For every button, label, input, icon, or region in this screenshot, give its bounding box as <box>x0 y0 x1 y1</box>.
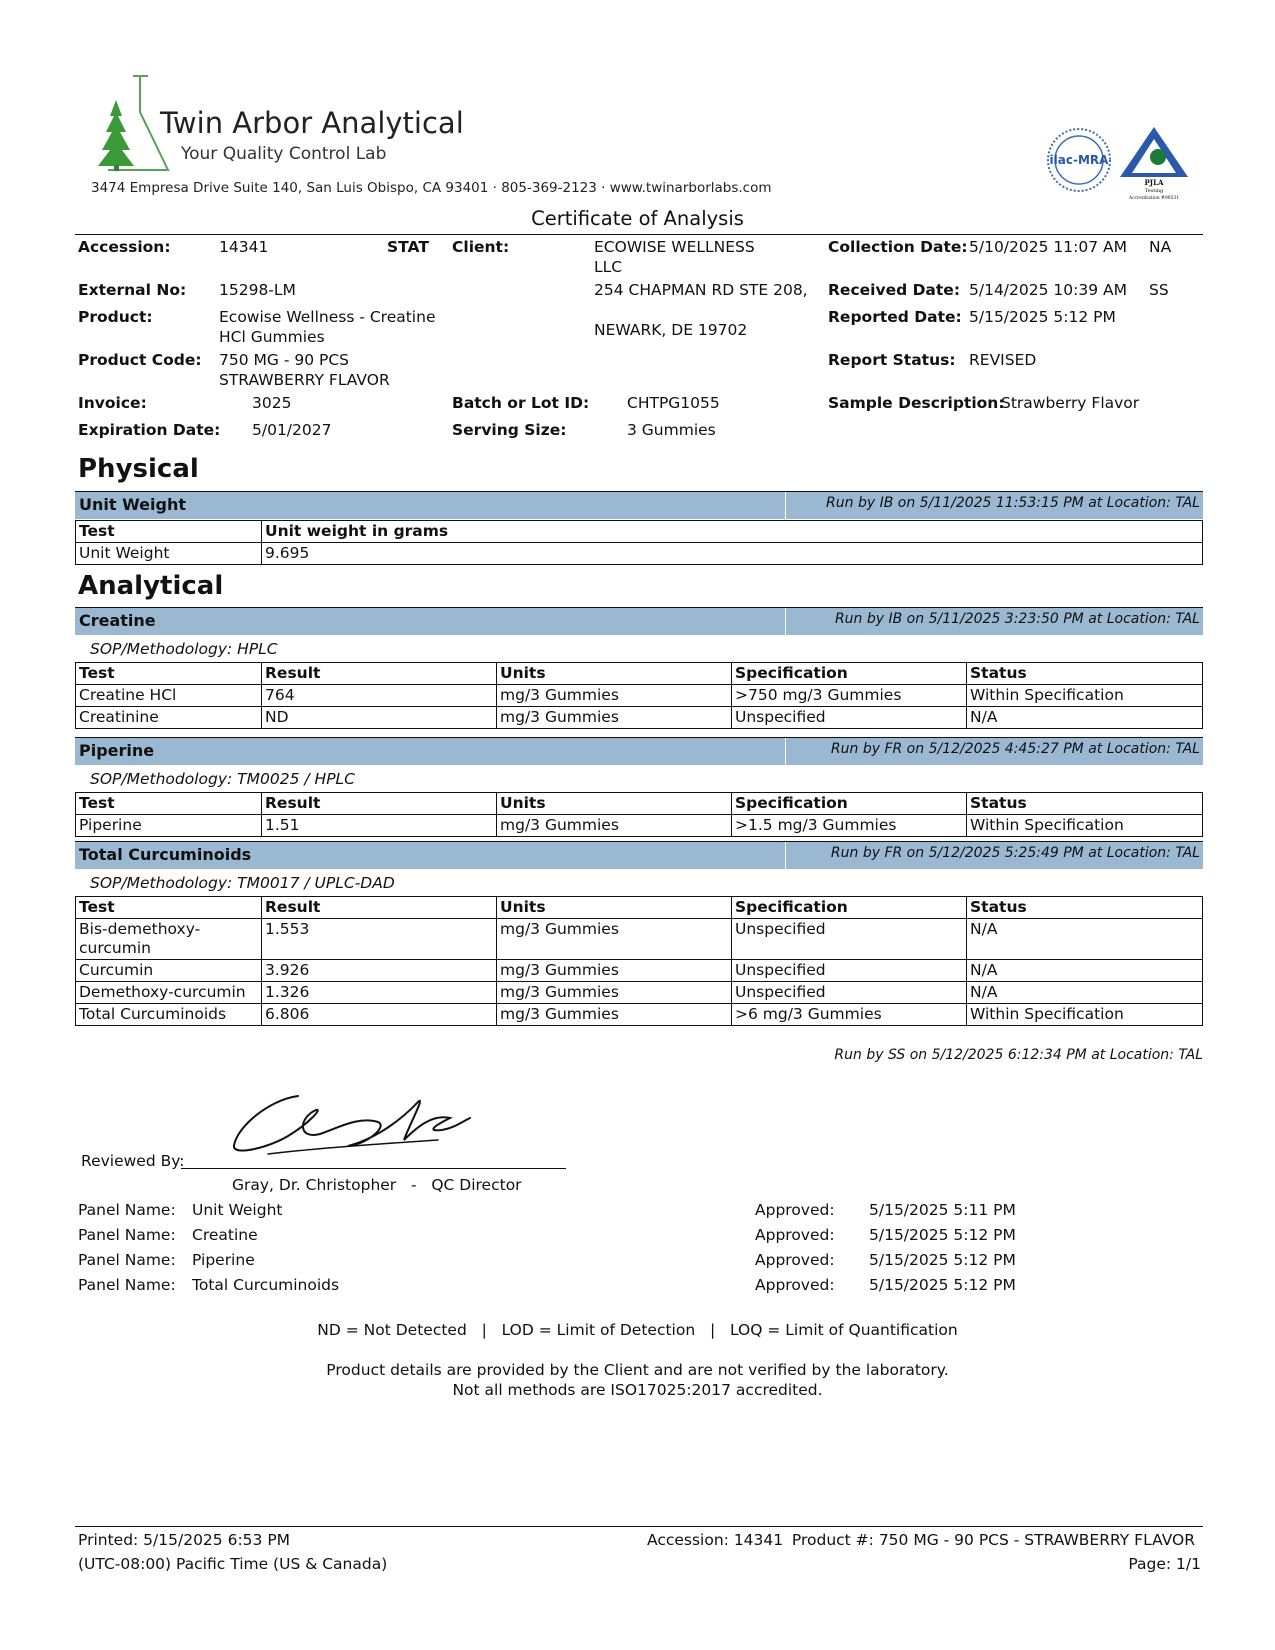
approved-date: 5/15/2025 5:12 PM <box>869 1276 1016 1294</box>
approved-date: 5/15/2025 5:11 PM <box>869 1201 1016 1219</box>
sample-description-label: Sample Description: <box>828 394 1005 412</box>
unit-weight-band-name: Unit Weight <box>79 495 186 514</box>
col-test: Test <box>76 663 262 685</box>
printed-timezone: (UTC-08:00) Pacific Time (US & Canada) <box>78 1555 388 1573</box>
table-row <box>76 982 1203 1004</box>
col-specification: Specification <box>732 793 967 815</box>
external-no-label: External No: <box>78 281 187 299</box>
table-header-row <box>76 793 1203 815</box>
piperine-run-info: Run by FR on 5/12/2025 4:45:27 PM at Location: TAL <box>830 741 1200 757</box>
cell-specification: Unspecified <box>732 707 967 729</box>
cell-test: Total Curcuminoids <box>76 1004 262 1026</box>
pjla-badge <box>1118 125 1190 201</box>
panel-name: Creatine <box>192 1226 258 1244</box>
table-row <box>76 815 1203 837</box>
cell-result: 3.926 <box>262 960 497 982</box>
cell-status: N/A <box>967 960 1203 982</box>
cell-status: N/A <box>967 982 1203 1004</box>
approved-label: Approved: <box>755 1276 835 1294</box>
cell-test: Piperine <box>76 815 262 837</box>
invoice-label: Invoice: <box>78 394 147 412</box>
disclaimer-line1: Product details are provided by the Client and are not verified by the laboratory. <box>326 1361 949 1379</box>
reviewer-name: Gray, Dr. Christopher - QC Director <box>232 1176 522 1194</box>
accession-value: 14341 <box>219 238 269 256</box>
cell-test: Creatinine <box>76 707 262 729</box>
product-code-line1: 750 MG - 90 PCS <box>219 351 350 369</box>
expiration-date-value: 5/01/2027 <box>252 421 332 439</box>
approved-label: Approved: <box>755 1226 835 1244</box>
cell-value: 9.695 <box>262 543 1203 565</box>
external-no-value: 15298-LM <box>219 281 296 299</box>
invoice-value: 3025 <box>252 394 292 412</box>
footer-product: Product #: 750 MG - 90 PCS - STRAWBERRY FLAVOR <box>791 1531 1195 1549</box>
col-status: Status <box>967 793 1203 815</box>
panel-name: Unit Weight <box>192 1201 283 1219</box>
band-divider <box>785 738 786 765</box>
ilac-text: ilac-MRA <box>1049 153 1109 167</box>
col-status: Status <box>967 663 1203 685</box>
serving-size-label: Serving Size: <box>452 421 567 439</box>
col-test: Test <box>76 793 262 815</box>
cell-specification: >750 mg/3 Gummies <box>732 685 967 707</box>
footer-divider <box>75 1526 1203 1527</box>
cell-test: Curcumin <box>76 960 262 982</box>
piperine-band <box>75 737 1203 765</box>
cell-units: mg/3 Gummies <box>497 707 732 729</box>
curcuminoids-band-name: Total Curcuminoids <box>79 845 252 864</box>
signature-image <box>228 1088 478 1160</box>
col-status: Status <box>967 897 1203 919</box>
report-status-value: REVISED <box>969 351 1037 369</box>
table-header-row <box>76 521 1203 543</box>
product-code-label: Product Code: <box>78 351 202 369</box>
received-date-value: 5/14/2025 10:39 AM <box>969 281 1127 299</box>
pjla-accreditation-text: Accreditation #99531 <box>1128 196 1180 201</box>
ilac-seal-icon <box>1046 127 1112 193</box>
lab-tagline: Your Quality Control Lab <box>181 144 387 164</box>
product-line1: Ecowise Wellness - Creatine <box>219 308 436 326</box>
disclaimer-line2: Not all methods are ISO17025:2017 accredited. <box>452 1381 823 1399</box>
client-address-line1: 254 CHAPMAN RD STE 208, <box>594 281 808 299</box>
received-code: SS <box>1149 281 1169 299</box>
cell-result: 1.553 <box>262 919 497 960</box>
serving-size-value: 3 Gummies <box>627 421 716 439</box>
report-status-label: Report Status: <box>828 351 956 369</box>
stat-flag: STAT <box>387 238 429 256</box>
reviewed-by-label: Reviewed By: <box>81 1152 185 1170</box>
cell-test <box>76 919 262 960</box>
cell-result: 6.806 <box>262 1004 497 1026</box>
received-date-label: Received Date: <box>828 281 961 299</box>
panel-label: Panel Name: <box>78 1201 176 1219</box>
document-title: Certificate of Analysis <box>531 207 744 230</box>
product-line2: HCl Gummies <box>219 328 325 346</box>
cell-status: Within Specification <box>967 815 1203 837</box>
lab-name: Twin Arbor Analytical <box>160 106 464 140</box>
panel-name: Piperine <box>192 1251 255 1269</box>
col-unit-weight: Unit weight in grams <box>262 521 1203 543</box>
col-result: Result <box>262 897 497 919</box>
curcuminoids-table <box>75 896 1203 1026</box>
printed-date: Printed: 5/15/2025 6:53 PM <box>78 1531 291 1549</box>
title-divider <box>75 234 1203 235</box>
cell-units: mg/3 Gummies <box>497 982 732 1004</box>
creatine-run-info: Run by IB on 5/11/2025 3:23:50 PM at Location: TAL <box>834 611 1200 627</box>
accession-label: Accession: <box>78 238 171 256</box>
unit-weight-run-info: Run by IB on 5/11/2025 11:53:15 PM at Location: TAL <box>826 495 1200 511</box>
cell-result: 1.51 <box>262 815 497 837</box>
col-units: Units <box>497 793 732 815</box>
approved-date: 5/15/2025 5:12 PM <box>869 1226 1016 1244</box>
col-specification: Specification <box>732 663 967 685</box>
client-name-line1: ECOWISE WELLNESS <box>594 238 755 256</box>
unit-weight-band <box>75 491 1203 519</box>
creatine-band-name: Creatine <box>79 611 156 630</box>
analytical-section-title: Analytical <box>78 571 224 601</box>
reported-date-value: 5/15/2025 5:12 PM <box>969 308 1116 326</box>
ilac-mra-badge <box>1046 127 1112 193</box>
cell-specification: Unspecified <box>732 919 967 960</box>
page-number: Page: 1/1 <box>1128 1555 1201 1573</box>
approved-label: Approved: <box>755 1251 835 1269</box>
cell-units: mg/3 Gummies <box>497 919 732 960</box>
product-label: Product: <box>78 308 153 326</box>
cell-test-line2: curcumin <box>79 939 151 957</box>
col-specification: Specification <box>732 897 967 919</box>
cell-result: 764 <box>262 685 497 707</box>
panel-label: Panel Name: <box>78 1226 176 1244</box>
curcuminoids-sop: SOP/Methodology: TM0017 / UPLC-DAD <box>90 874 395 892</box>
creatine-band <box>75 607 1203 635</box>
cell-status: Within Specification <box>967 1004 1203 1026</box>
unit-weight-table <box>75 520 1203 565</box>
pjla-triangle-icon <box>1118 125 1190 201</box>
product-code-line2: STRAWBERRY FLAVOR <box>219 371 390 389</box>
panel-label: Panel Name: <box>78 1276 176 1294</box>
cell-status: N/A <box>967 707 1203 729</box>
curcuminoids-band <box>75 841 1203 869</box>
client-name-line2: LLC <box>594 258 623 276</box>
table-row <box>76 1004 1203 1026</box>
cell-units: mg/3 Gummies <box>497 685 732 707</box>
cell-specification: >6 mg/3 Gummies <box>732 1004 967 1026</box>
approved-label: Approved: <box>755 1201 835 1219</box>
table-header-row <box>76 663 1203 685</box>
cell-units: mg/3 Gummies <box>497 815 732 837</box>
pjla-testing-text: Testing <box>1144 188 1164 194</box>
client-address-line2: NEWARK, DE 19702 <box>594 321 748 339</box>
panel-label: Panel Name: <box>78 1251 176 1269</box>
piperine-sop: SOP/Methodology: TM0025 / HPLC <box>90 770 355 788</box>
panel-name: Total Curcuminoids <box>192 1276 340 1294</box>
abbreviation-legend: ND = Not Detected | LOD = Limit of Detection | LOQ = Limit of Quantification <box>317 1321 958 1339</box>
cell-test: Unit Weight <box>76 543 262 565</box>
lab-address: 3474 Empresa Drive Suite 140, San Luis Obispo, CA 93401 · 805-369-2123 · www.twinarborlabs.com <box>91 180 772 196</box>
sample-description-value: Strawberry Flavor <box>1001 394 1140 412</box>
collection-date-label: Collection Date: <box>828 238 968 256</box>
collection-code: NA <box>1149 238 1172 256</box>
band-divider <box>785 492 786 519</box>
client-label: Client: <box>452 238 510 256</box>
approved-date: 5/15/2025 5:12 PM <box>869 1251 1016 1269</box>
table-row <box>76 960 1203 982</box>
collection-date-value: 5/10/2025 11:07 AM <box>969 238 1127 256</box>
table-row <box>76 685 1203 707</box>
table-row <box>76 919 1203 960</box>
physical-section-title: Physical <box>78 454 199 484</box>
cell-specification: Unspecified <box>732 960 967 982</box>
table-header-row <box>76 897 1203 919</box>
band-divider <box>785 842 786 869</box>
cell-test: Demethoxy-curcumin <box>76 982 262 1004</box>
cell-status: Within Specification <box>967 685 1203 707</box>
col-test: Test <box>76 521 262 543</box>
col-units: Units <box>497 663 732 685</box>
batch-label: Batch or Lot ID: <box>452 394 590 412</box>
reported-date-label: Reported Date: <box>828 308 962 326</box>
expiration-date-label: Expiration Date: <box>78 421 221 439</box>
piperine-band-name: Piperine <box>79 741 155 760</box>
pjla-text: PJLA <box>1144 178 1164 187</box>
cell-test-line1: Bis-demethoxy- <box>79 920 201 938</box>
col-result: Result <box>262 793 497 815</box>
cell-test: Creatine HCl <box>76 685 262 707</box>
creatine-sop: SOP/Methodology: HPLC <box>90 640 278 658</box>
cell-specification: >1.5 mg/3 Gummies <box>732 815 967 837</box>
table-row <box>76 543 1203 565</box>
creatine-table <box>75 662 1203 729</box>
col-units: Units <box>497 897 732 919</box>
cell-units: mg/3 Gummies <box>497 960 732 982</box>
table-row <box>76 707 1203 729</box>
footer-accession: Accession: 14341 <box>647 1531 784 1549</box>
curcuminoids-run-after: Run by SS on 5/12/2025 6:12:34 PM at Location: TAL <box>834 1047 1203 1063</box>
curcuminoids-run-info: Run by FR on 5/12/2025 5:25:49 PM at Location: TAL <box>830 845 1200 861</box>
cell-status: N/A <box>967 919 1203 960</box>
batch-value: CHTPG1055 <box>627 394 720 412</box>
cell-units: mg/3 Gummies <box>497 1004 732 1026</box>
piperine-table <box>75 792 1203 837</box>
cell-result: 1.326 <box>262 982 497 1004</box>
cell-result: ND <box>262 707 497 729</box>
cell-specification: Unspecified <box>732 982 967 1004</box>
col-result: Result <box>262 663 497 685</box>
band-divider <box>785 608 786 635</box>
col-test: Test <box>76 897 262 919</box>
signature-icon <box>228 1088 478 1160</box>
signature-line <box>181 1168 566 1169</box>
